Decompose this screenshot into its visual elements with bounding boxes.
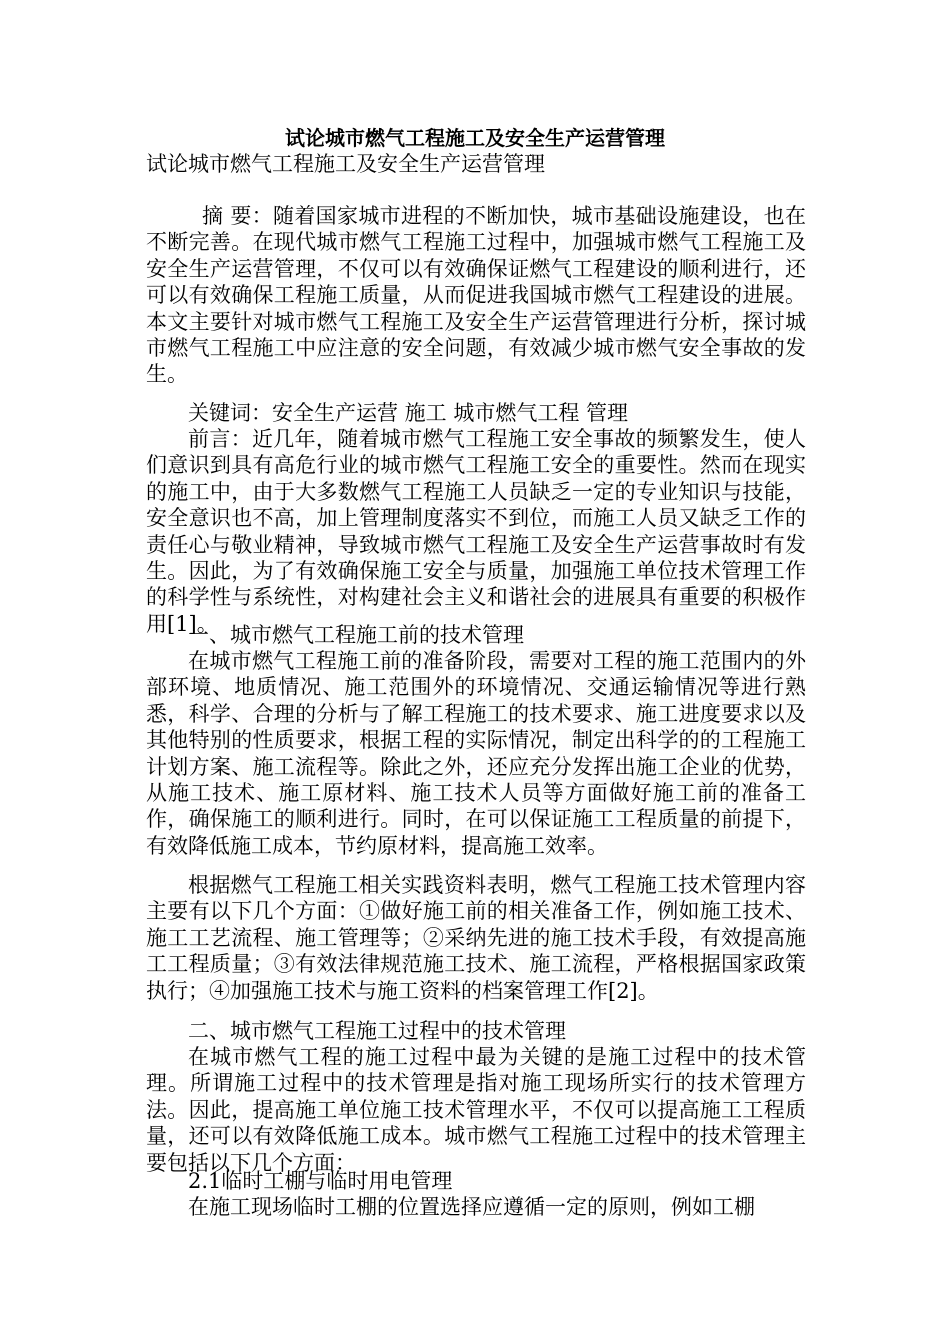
section-1-paragraph-2: 根据燃气工程施工相关实践资料表明，燃气工程施工技术管理内容主要有以下几个方面：①做好施工前的相关准备工作，例如施工技术、施工工艺流程、施工管理等；②采纳先进的施工技术手段，有效提高施工工程质量；③有效法律规范施工技术、施工流程，严格根据国家政策执行；④加强施工技术与施工资料的档案管理工作[2]。 — [146, 873, 806, 1003]
section-heading-2: 二、城市燃气工程施工过程中的技术管理 — [188, 1019, 566, 1043]
document-subtitle: 试论城市燃气工程施工及安全生产运营管理 — [146, 152, 545, 176]
subsection-2-1-paragraph: 在施工现场临时工棚的位置选择应遵循一定的原则，例如工棚 — [188, 1195, 755, 1219]
section-1-paragraph-1: 在城市燃气工程施工前的准备阶段，需要对工程的施工范围内的外部环境、地质情况、施工范围外的环境情况、交通运输情况等进行熟悉，科学、合理的分析与了解工程施工的技术要求、施工进度要求以及其他特别的性质要求，根据工程的实际情况，制定出科学的的工程施工计划方案、施工流程等。除此之外，还应充分发挥出施工企业的优势，从施工技术、施工原材料、施工技术人员等方面做好施工前的准备工作，确保施工的顺利进行。同时，在可以保证施工工程质量的前提下，有效降低施工成本，节约原材料，提高施工效率。 — [146, 649, 806, 858]
section-2-paragraph-1: 在城市燃气工程的施工过程中最为关键的是施工过程中的技术管理。所谓施工过程中的技术管理是指对施工现场所实行的技术管理方法。因此，提高施工单位施工技术管理水平，不仅可以提高施工工程质量，还可以有效降低施工成本。城市燃气工程施工过程中的技术管理主要包括以下几个方面： — [146, 1045, 806, 1175]
keywords-line: 关键词：安全生产运营 施工 城市燃气工程 管理 — [188, 401, 629, 425]
preface-paragraph: 前言：近几年，随着城市燃气工程施工安全事故的频繁发生，使人们意识到具有高危行业的城市燃气工程施工安全的重要性。然而在现实的施工中，由于大多数燃气工程施工人员缺乏一定的专业知识与技能，安全意识也不高，加上管理制度落实不到位，而施工人员又缺乏工作的责任心与敬业精神，导致城市燃气工程施工及安全生产运营事故时有发生。因此，为了有效确保施工安全与质量，加强施工单位技术管理工作的科学性与系统性，对构建社会主义和谐社会的进展具有重要的积极作用[1]。 — [146, 427, 806, 636]
subsection-heading-2-1: 2.1临时工棚与临时用电管理 — [188, 1169, 453, 1193]
section-heading-1: 一、城市燃气工程施工前的技术管理 — [188, 623, 524, 647]
abstract-paragraph: 摘 要：随着国家城市进程的不断加快，城市基础设施建设，也在不断完善。在现代城市燃气工程施工过程中，加强城市燃气工程施工及安全生产运营管理，不仅可以有效确保证燃气工程建设的顺利进行，还可以有效确保工程施工质量，从而促进我国城市燃气工程建设的进展。本文主要针对城市燃气工程施工及安全生产运营管理进行分析，探讨城市燃气工程施工中应注意的安全问题，有效减少城市燃气安全事故的发生。 — [146, 204, 806, 387]
document-title: 试论城市燃气工程施工及安全生产运营管理 — [285, 126, 665, 150]
